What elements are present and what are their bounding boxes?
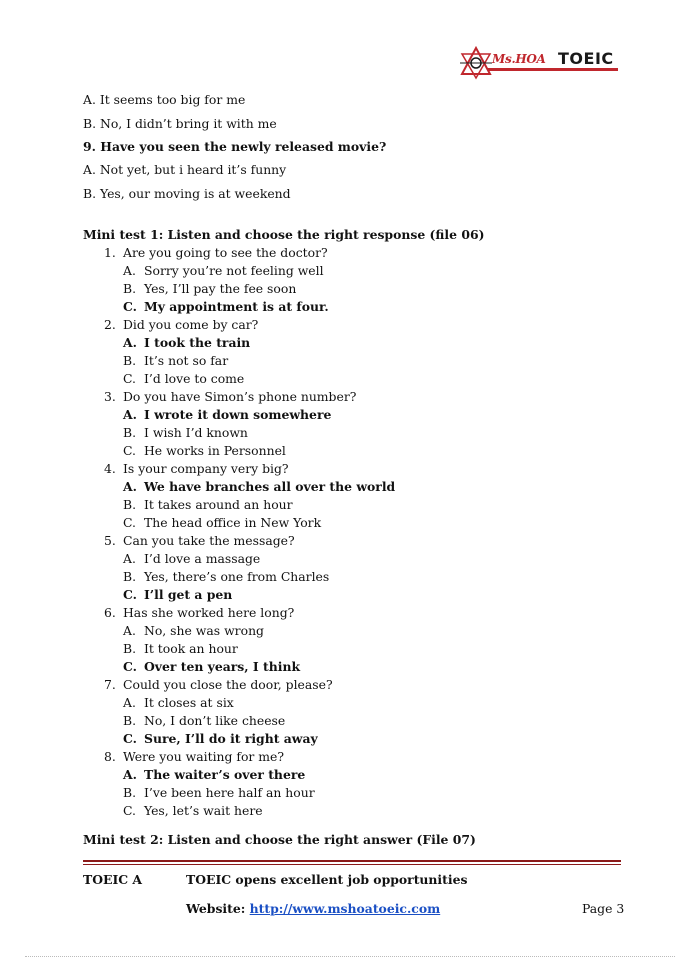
correct-option-text: I took the train: [144, 335, 251, 350]
option-letter: A.: [123, 263, 136, 278]
question-text: Could you close the door, please?: [123, 677, 333, 692]
question-text: Has she worked here long?: [123, 605, 295, 620]
question-number: 2.: [104, 317, 116, 332]
option-letter: A.: [123, 407, 137, 422]
option-text: I’d love a massage: [144, 551, 261, 566]
question-text: Did you come by car?: [123, 317, 259, 332]
question-text: Is your company very big?: [123, 461, 289, 476]
option-letter: B.: [123, 713, 137, 728]
option-text: Yes, there’s one from Charles: [144, 569, 330, 584]
footer-website: [186, 901, 440, 916]
option-letter: B.: [123, 641, 137, 656]
option-text: It closes at six: [144, 695, 234, 710]
option-text: No, she was wrong: [144, 623, 264, 638]
correct-option-text: We have branches all over the world: [144, 479, 396, 494]
option-letter: C.: [123, 587, 137, 602]
option-text: Sorry you’re not feeling well: [144, 263, 324, 278]
logo-underline: [488, 68, 618, 71]
option-letter: C.: [123, 299, 137, 314]
correct-option-text: Over ten years, I think: [144, 659, 301, 674]
answer-line: A. It seems too big for me: [83, 92, 246, 107]
option-text: It takes around an hour: [144, 497, 293, 512]
question-number: 6.: [104, 605, 116, 620]
option-text: It took an hour: [144, 641, 238, 656]
option-letter: A.: [123, 335, 137, 350]
question-number: 1.: [104, 245, 116, 260]
footer-rule: [83, 860, 621, 865]
option-letter: C.: [123, 803, 136, 818]
option-letter: C.: [123, 443, 136, 458]
question-number: 8.: [104, 749, 116, 764]
section-title: Mini test 1: Listen and choose the right response (file 06): [83, 227, 485, 242]
question-number: 5.: [104, 533, 116, 548]
correct-option-text: I’ll get a pen: [144, 587, 233, 602]
correct-option-text: The waiter’s over there: [144, 767, 306, 782]
question-number: 3.: [104, 389, 116, 404]
option-letter: B.: [123, 353, 137, 368]
question-text: Can you take the message?: [123, 533, 295, 548]
question-text: Do you have Simon’s phone number?: [123, 389, 357, 404]
page-number: Page 3: [582, 901, 625, 916]
logo-ms-text: Ms.HOA: [492, 52, 546, 66]
answer-line: A. Not yet, but i heard it’s funny: [83, 162, 287, 177]
question-number: 4.: [104, 461, 116, 476]
option-text: I’d love to come: [144, 371, 245, 386]
option-letter: A.: [123, 623, 136, 638]
option-text: No, I don’t like cheese: [144, 713, 286, 728]
option-letter: C.: [123, 659, 137, 674]
option-text: He works in Personnel: [144, 443, 286, 458]
footer-left: TOEIC A: [83, 872, 143, 887]
answer-line: B. Yes, our moving is at weekend: [83, 186, 291, 201]
option-letter: A.: [123, 551, 136, 566]
logo-toeic-text: TOEIC: [558, 49, 614, 68]
option-letter: B.: [123, 569, 137, 584]
option-letter: B.: [123, 785, 137, 800]
option-letter: C.: [123, 731, 137, 746]
option-letter: B.: [123, 425, 137, 440]
question-text: Were you waiting for me?: [123, 749, 285, 764]
option-letter: A.: [123, 695, 136, 710]
option-text: Yes, I’ll pay the fee soon: [144, 281, 297, 296]
question-number: 7.: [104, 677, 116, 692]
option-text: I wish I’d known: [144, 425, 248, 440]
option-letter: B.: [123, 497, 137, 512]
correct-option-text: Sure, I’ll do it right away: [144, 731, 318, 746]
option-letter: B.: [123, 281, 137, 296]
correct-option-text: I wrote it down somewhere: [144, 407, 332, 422]
option-text: I’ve been here half an hour: [144, 785, 315, 800]
option-text: Yes, let’s wait here: [144, 803, 263, 818]
question-heading: 9. Have you seen the newly released movie?: [83, 139, 387, 154]
option-text: The head office in New York: [144, 515, 322, 530]
option-letter: A.: [123, 767, 137, 782]
option-letter: C.: [123, 515, 136, 530]
footer-slogan: TOEIC opens excellent job opportunities: [186, 872, 468, 887]
page-edge: [25, 956, 675, 957]
logo-mark-icon: [456, 44, 496, 82]
website-label: Website:: [186, 901, 250, 916]
question-text: Are you going to see the doctor?: [123, 245, 328, 260]
section-title: Mini test 2: Listen and choose the right answer (File 07): [83, 832, 476, 847]
website-link[interactable]: http://www.mshoatoeic.com: [249, 901, 441, 916]
correct-option-text: My appointment is at four.: [144, 299, 329, 314]
brand-logo: [456, 44, 622, 82]
option-letter: C.: [123, 371, 136, 386]
option-letter: A.: [123, 479, 137, 494]
answer-line: B. No, I didn’t bring it with me: [83, 116, 277, 131]
option-text: It’s not so far: [144, 353, 229, 368]
